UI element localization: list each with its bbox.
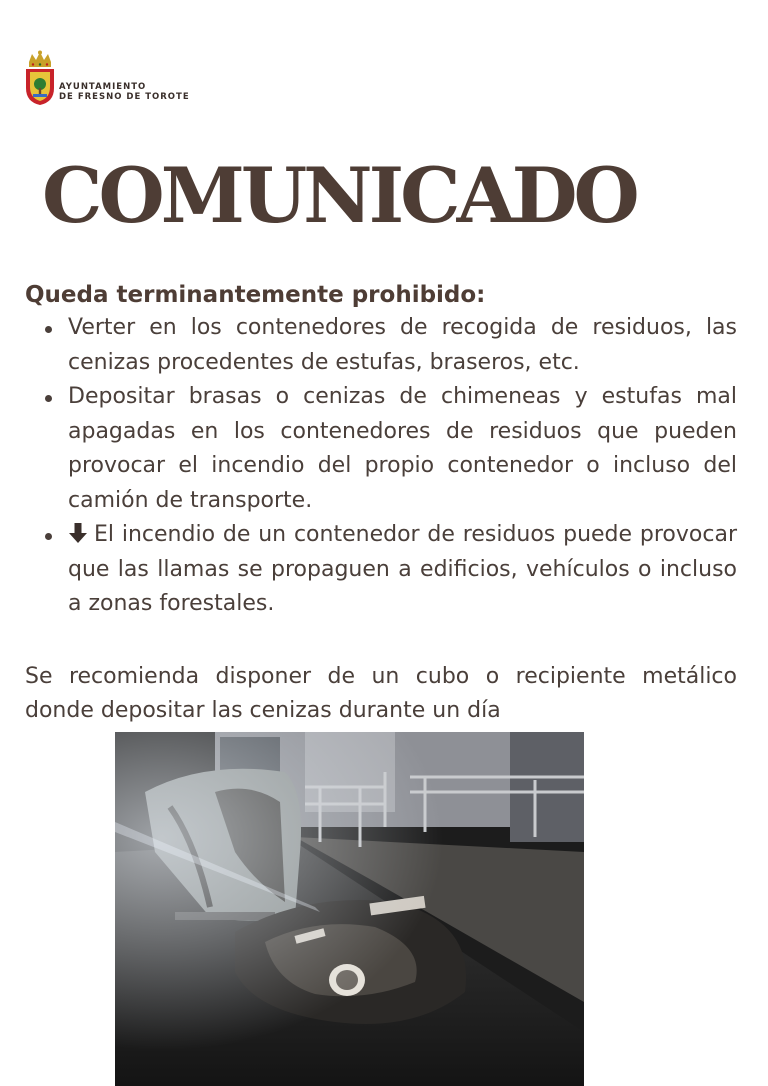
notice-body — [25, 279, 737, 729]
recommendation-text: Se recomienda disponer de un cubo o recipiente metálico donde depositar las cenizas durante un día — [25, 663, 737, 723]
municipal-logo — [24, 50, 190, 106]
prohibition-heading: Queda terminantemente prohibido: — [25, 282, 486, 308]
list-item-text: Verter en los contenedores de recogida de residuos, las cenizas procedentes de estufas, braseros, etc. — [68, 315, 737, 375]
arrow-down-icon — [68, 522, 88, 544]
prohibition-list — [25, 311, 737, 622]
coat-of-arms-icon — [24, 50, 56, 106]
list-item-text: Depositar brasas o cenizas de chimeneas y estufas mal apagadas en los contenedores de residuos que pueden provocar el incendio del propio contenedor o incluso del camión de transporte. — [68, 384, 737, 513]
logo-line-1: AYUNTAMIENTO — [59, 82, 147, 92]
list-item — [68, 311, 737, 380]
list-item-text: El incendio de un contenedor de residuos puede provocar que las llamas se propaguen a edificios, vehículos o incluso a zonas forestales. — [68, 522, 737, 616]
list-item — [68, 518, 737, 622]
list-item — [68, 380, 737, 518]
page-title: COMUNICADO — [42, 151, 636, 240]
burned-container-photo — [115, 732, 584, 1086]
logo-line-2: DE FRESNO DE TOROTE — [59, 92, 190, 102]
